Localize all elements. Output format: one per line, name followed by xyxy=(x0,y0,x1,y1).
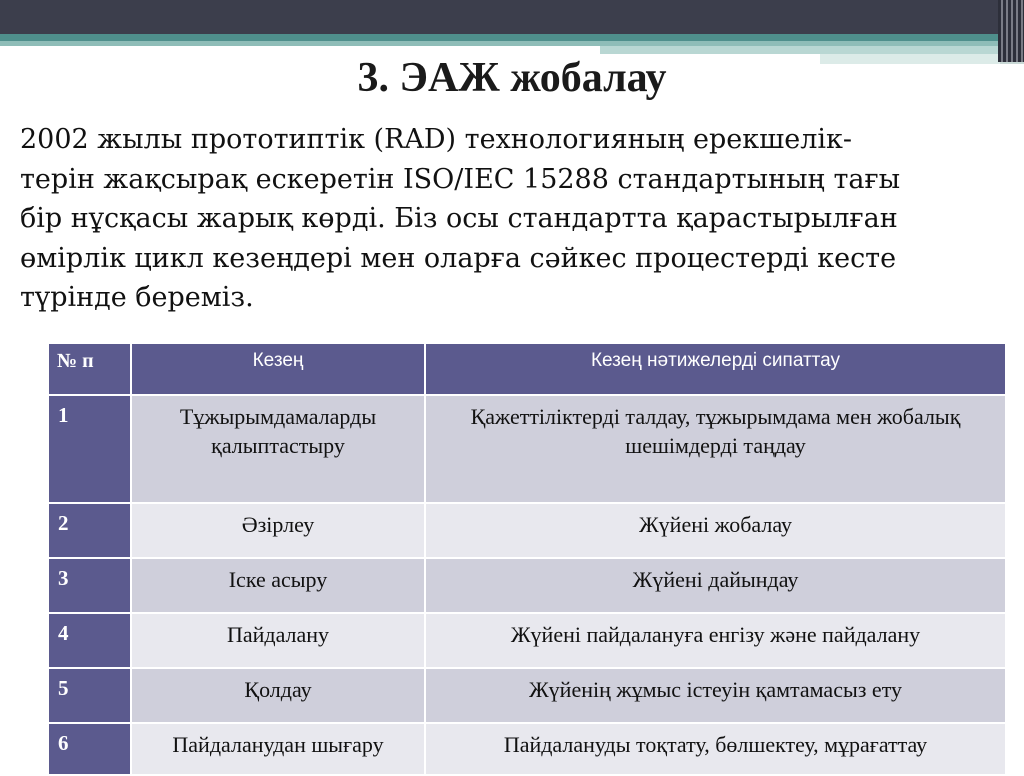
row-stage: Пайдаланудан шығару xyxy=(131,723,425,775)
row-number: 1 xyxy=(48,395,131,503)
lifecycle-stages-table xyxy=(47,342,1007,776)
top-decor-bar xyxy=(0,0,1024,34)
row-description: Жүйені жобалау xyxy=(425,503,1006,558)
row-stage: Пайдалану xyxy=(131,613,425,668)
table-row xyxy=(48,613,1006,668)
intro-paragraph: 2002 жылы прототиптік (RAD) технологияның ерекшелік- терін жақсырақ ескеретін ISO/IEC 15288 стандартының тағы бір нұсқасы жарық көрді. Біз осы стандартта қарастырылған өмірлік цикл кезеңдері мен оларға сәйкес процестерді кесте түрінде береміз. xyxy=(20,124,901,313)
header-number: № п xyxy=(48,343,131,395)
row-number: 6 xyxy=(48,723,131,775)
header-stage: Кезең xyxy=(131,343,425,395)
table-row xyxy=(48,395,1006,503)
slide-title: 3. ЭАЖ жобалау xyxy=(357,55,667,101)
table-row xyxy=(48,668,1006,723)
row-number: 2 xyxy=(48,503,131,558)
row-stage: Іске асыру xyxy=(131,558,425,613)
row-description: Жүйені пайдалануға енгізу және пайдалану xyxy=(425,613,1006,668)
table-header-row xyxy=(48,343,1006,395)
header-description: Кезең нәтижелерді сипаттау xyxy=(425,343,1006,395)
row-stage: Әзірлеу xyxy=(131,503,425,558)
row-description: Пайдалануды тоқтату, бөлшектеу, мұрағаттау xyxy=(425,723,1006,775)
table-row xyxy=(48,723,1006,775)
row-description: Жүйені дайындау xyxy=(425,558,1006,613)
row-description: Жүйенің жұмыс істеуін қамтамасыз ету xyxy=(425,668,1006,723)
row-number: 3 xyxy=(48,558,131,613)
row-stage: Тұжырымдамаларды қалыптастыру xyxy=(131,395,425,503)
table-row xyxy=(48,558,1006,613)
row-description: Қажеттіліктерді талдау, тұжырымдама мен жобалық шешімдерді таңдау xyxy=(425,395,1006,503)
row-stage: Қолдау xyxy=(131,668,425,723)
row-number: 4 xyxy=(48,613,131,668)
table-row xyxy=(48,503,1006,558)
row-number: 5 xyxy=(48,668,131,723)
teal-decor-stripe xyxy=(0,34,1000,41)
